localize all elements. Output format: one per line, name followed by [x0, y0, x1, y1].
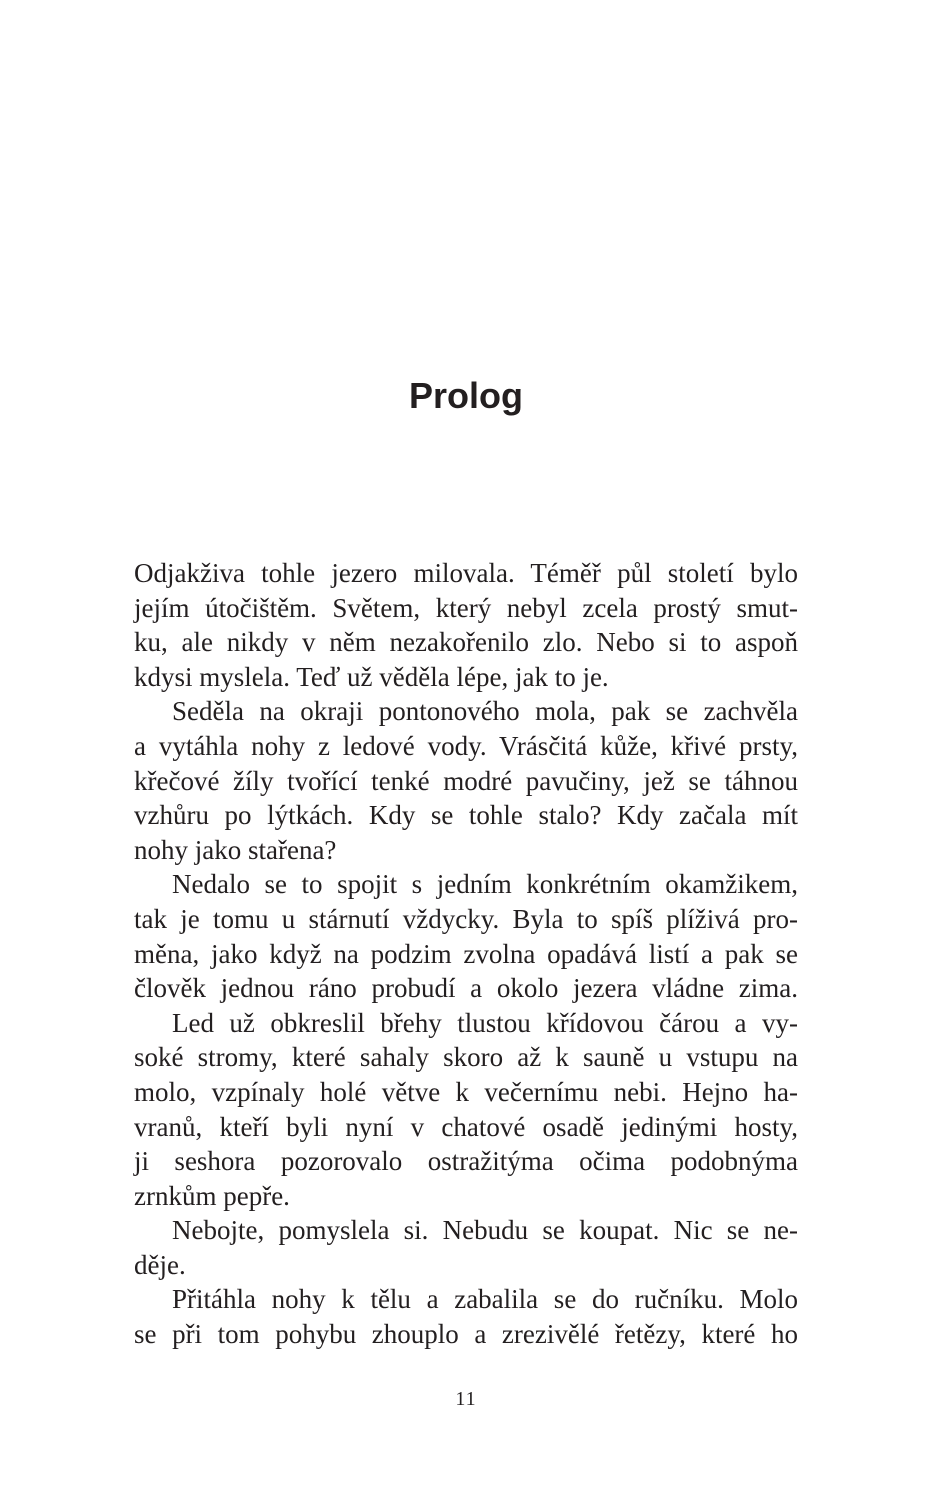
chapter-title: Prolog	[409, 375, 523, 416]
text-line: zrnkům pepře.	[134, 1180, 290, 1211]
text-line: vranů, kteří byli nyní v chatové osadě jedinými hosty,	[134, 1111, 798, 1142]
text-line: člověk jednou ráno probudí a okolo jezera vládne zima.	[134, 973, 798, 1004]
text-line: Led už obkreslil břehy tlustou křídovou čárou a vy-	[172, 1007, 798, 1038]
text-line: tak je tomu u stárnutí vždycky. Byla to spíš plíživá pro-	[134, 903, 798, 934]
text-line: křečové žíly tvořící tenké modré pavučiny, jež se táhnou	[134, 765, 798, 796]
text-line: Nedalo se to spojit s jedním konkrétním okamžikem,	[172, 869, 798, 900]
text-line: se při tom pohybu zhouplo a zrezivělé řetězy, které ho	[134, 1319, 798, 1350]
text-line: Nebojte, pomyslela si. Nebudu se koupat. Nic se ne-	[172, 1215, 798, 1246]
text-line: nohy jako stařena?	[134, 834, 337, 865]
text-line: děje.	[134, 1249, 186, 1280]
text-line: ku, ale nikdy v něm nezakořenilo zlo. Nebo si to aspoň	[134, 627, 798, 658]
text-line: kdysi myslela. Teď už věděla lépe, jak to je.	[134, 661, 609, 692]
text-line: molo, vzpínaly holé větve k večernímu nebi. Hejno ha-	[134, 1076, 798, 1107]
text-line: jejím útočištěm. Světem, který nebyl zcela prostý smut-	[134, 592, 798, 623]
text-line: ji seshora pozorovalo ostražitýma očima podobnýma	[134, 1146, 798, 1177]
text-line: a vytáhla nohy z ledové vody. Vrásčitá kůže, křivé prsty,	[134, 730, 798, 761]
text-line: vzhůru po lýtkách. Kdy se tohle stalo? Kdy začala mít	[134, 800, 798, 831]
text-line: měna, jako když na podzim zvolna opadává listí a pak se	[134, 938, 798, 969]
text-line: Odjakživa tohle jezero milovala. Téměř půl století bylo	[134, 558, 798, 588]
body-text	[134, 556, 798, 1352]
text-line: Seděla na okraji pontonového mola, pak se zachvěla	[172, 696, 798, 727]
page-number: 11	[455, 1388, 477, 1410]
text-line: Přitáhla nohy k tělu a zabalila se do ručníku. Molo	[172, 1284, 798, 1315]
text-line: soké stromy, které sahaly skoro až k sauně u vstupu na	[134, 1042, 798, 1073]
